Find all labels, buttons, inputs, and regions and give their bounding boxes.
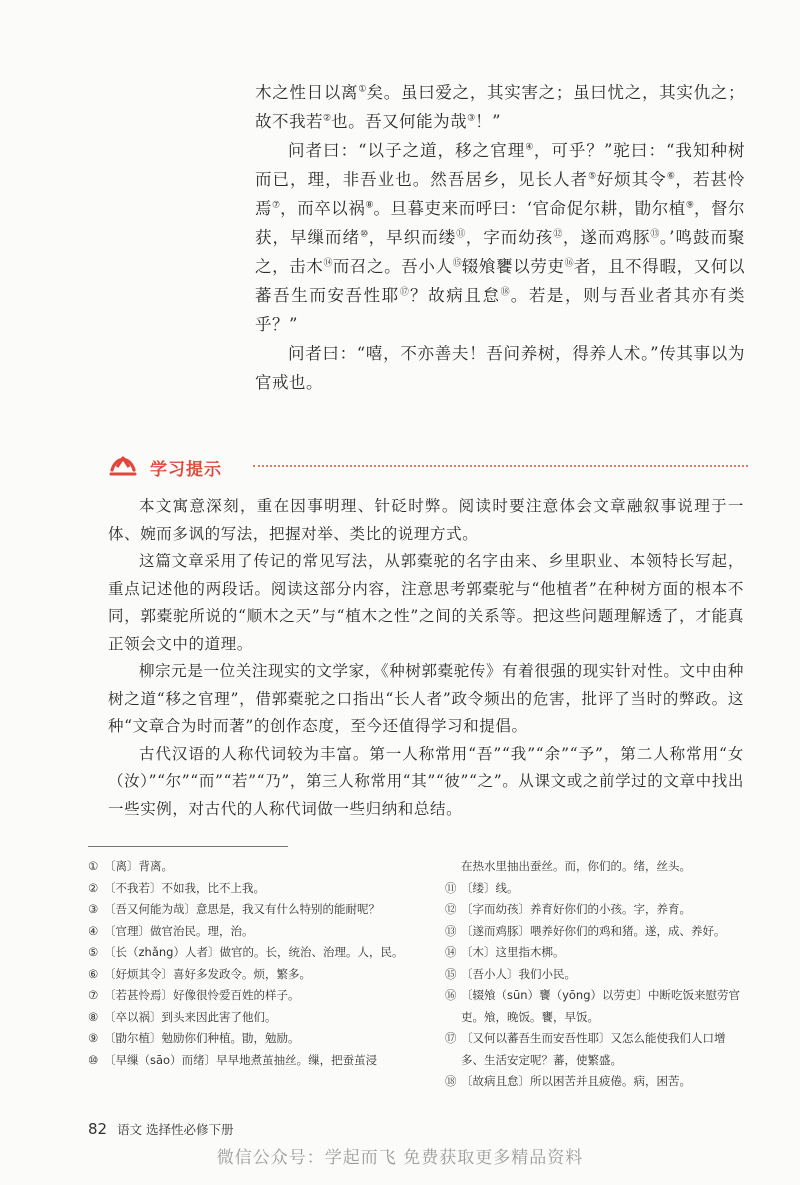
footnote-text: 〔卒以祸〕到头来因此害了他们。	[104, 1009, 277, 1024]
text-segment: ，遂而鸡豚	[562, 228, 651, 247]
text-segment: ？故病且怠	[410, 286, 501, 305]
footnote-text: 〔早缫（sāo）而绪〕早早地煮茧抽丝。缫，把蚕茧浸	[104, 1052, 378, 1067]
footnote-text: 〔好烦其令〕喜好多发政令。烦，繁多。	[104, 966, 311, 981]
footnote-text: 〔辍飧（sūn）饔（yōng）以劳吏〕中断吃饭来慰劳官吏。飧，晚饭。饔，早饭。	[461, 988, 740, 1024]
footnote-number: ⑱	[445, 1074, 457, 1088]
footnote-marker: ②	[323, 113, 332, 124]
footnote-number: ⑮	[445, 966, 457, 981]
text-paragraph	[255, 339, 745, 397]
tips-paragraph: 这篇文章采用了传记的常见写法，从郭橐驼的名字由来、乡里职业、本领特长写起，重点记述他的两段话。阅读这部分内容，注意思考郭橐驼与“他植者”在种树方面的根本不同，郭橐驼所说的“顺木之天”与“植木之性”之间的关系等。把这些问题理解透了，才能真正领会文中的道理。	[108, 552, 744, 653]
text-segment: 。旦暮吏来而呼曰：‘官命促尔耕，勖尔植	[373, 199, 686, 218]
footnote-text: 〔缕〕线。	[461, 880, 519, 895]
footnotes-right	[445, 856, 745, 1093]
study-tips-body	[108, 493, 744, 823]
text-segment: ，若甚怜焉	[255, 170, 746, 218]
footnote-marker: ③	[467, 113, 476, 124]
footnote-number: ⑬	[445, 923, 457, 938]
footnote-marker: ①	[358, 84, 367, 95]
footnote-marker: ⑧	[365, 200, 374, 211]
footnote-number: ⑰	[445, 1031, 457, 1045]
footnote	[88, 964, 418, 986]
text-segment: 问者曰：“以子之道，移之官理	[288, 141, 526, 160]
footnote-number: ⑯	[445, 988, 457, 1002]
text-segment: 辍飧饔以劳吏	[461, 257, 565, 276]
footnote-number: ⑥	[88, 966, 99, 981]
footnote-marker: ⑦	[272, 200, 281, 211]
footnote-number: ⑨	[88, 1031, 99, 1045]
footnote	[88, 985, 418, 1007]
footnote	[445, 921, 745, 943]
footnote	[88, 1028, 418, 1050]
footnote-marker: ⑯	[564, 258, 574, 269]
footnote	[88, 942, 418, 964]
footnote-text: 〔长（zhǎng）人者〕做官的。长，统治、治理。人，民。	[104, 945, 404, 959]
text-segment: 而召之。吾小人	[332, 257, 453, 276]
footnote-marker: ⑤	[588, 171, 597, 182]
footnote-number: ⑪	[445, 880, 457, 895]
text-segment: 木之性日以离	[255, 83, 359, 102]
footnotes-left	[88, 856, 418, 1071]
tips-paragraph: 柳宗元是一位关注现实的文学家，《种树郭橐驼传》有着很强的现实针对性。文中由种树之道“移之官理”，借郭橐驼之口指出“长人者”政令频出的危害，批评了当时的弊政。这种“文章合为时而著”的创作态度，至今还值得学习和提倡。	[108, 662, 744, 735]
footnote-marker: ⑫	[553, 229, 563, 240]
dotted-divider	[253, 465, 748, 467]
footnote-number: ⑩	[88, 1052, 99, 1067]
footnote	[445, 985, 745, 1028]
text-paragraph	[255, 136, 745, 339]
tips-paragraph: 古代汉语的人称代词较为丰富。第一人称常用“吾”“我”“余”“予”，第二人称常用“女（汝）”“尔”“而”“若”“乃”，第三人称常用“其”“彼”“之”。从课文或之前学过的文章中找出一些实例，对古代的人称代词做一些归纳和总结。	[108, 744, 744, 818]
footnote-text: 〔吾小人〕我们小民。	[461, 966, 576, 981]
footnote-text: 〔官理〕做官治民。理，治。	[104, 923, 254, 938]
footnote-number: ②	[88, 880, 99, 895]
footnote-text: 〔吾又何能为哉〕意思是，我又有什么特别的能耐呢？	[104, 902, 380, 916]
footnote	[445, 878, 745, 900]
footnote-number: ⑦	[88, 988, 99, 1002]
main-text	[255, 78, 745, 397]
text-segment: ，而卒以祸	[280, 199, 366, 218]
footnote-text: 〔故病且怠〕所以困苦并且疲倦。病，困苦。	[461, 1074, 691, 1088]
footnote	[445, 899, 745, 921]
footnote-marker: ⑭	[323, 258, 333, 269]
book-title: 语文 选择性必修下册	[117, 1122, 234, 1137]
footnote-text: 〔若甚怜焉〕好像很怜爱百姓的样子。	[104, 988, 300, 1002]
text-segment: 。’鸣鼓而聚之，击木	[255, 228, 745, 276]
footnote-number: ①	[88, 859, 99, 873]
footnote-number: ⑤	[88, 945, 99, 959]
footnote-marker: ⑬	[650, 229, 660, 240]
footnote-number: ④	[88, 923, 99, 938]
study-tips-header	[108, 452, 748, 480]
text-segment: ，字而幼孩	[465, 228, 554, 247]
footnote	[88, 1007, 418, 1029]
footnote-marker: ④	[525, 142, 534, 153]
page-footer	[88, 1120, 234, 1138]
footnote-continuation: 在热水里抽出蚕丝。而，你们的。绪，丝头。	[461, 859, 691, 873]
footnote-marker: ⑮	[452, 258, 462, 269]
footnote-number: ③	[88, 902, 99, 916]
footnote-text: 〔离〕背离。	[104, 859, 173, 873]
footnote	[88, 921, 418, 943]
text-segment: 也。吾又何能为哉	[331, 112, 468, 131]
footnote	[88, 856, 418, 878]
text-segment: 。若是，则与吾业者其亦有类乎？”	[255, 286, 746, 334]
text-segment: ！”	[475, 112, 502, 131]
study-tips-title: 学习提示	[150, 460, 222, 480]
footnote	[88, 899, 418, 921]
footnote-text: 〔又何以蕃吾生而安吾性耶〕又怎么能使我们人口增多、生活安定呢？蕃，使繁盛。	[461, 1031, 726, 1067]
text-segment: ，早织而缕	[368, 228, 457, 247]
footnote-rule	[88, 846, 288, 847]
text-segment: ，督尔获，早缫而绪	[255, 199, 746, 247]
footnote-marker: ⑩	[360, 229, 369, 240]
text-segment: ，可乎？”驼曰：“我知种树而已，理，非吾业也。然吾居乡，见长人者	[255, 141, 746, 189]
footnote-text: 〔勖尔植〕勉励你们种植。勖，勉励。	[104, 1031, 300, 1045]
footnote-marker: ⑱	[500, 287, 511, 298]
text-paragraph	[255, 78, 745, 136]
footnote-marker: ⑨	[685, 200, 694, 211]
footnote	[445, 942, 745, 964]
text-segment: 矣。虽曰爱之，其实害之；虽曰忧之，其实仇之；故不我若	[255, 83, 746, 131]
text-segment: 好烦其令	[596, 170, 667, 189]
footnote-number: ⑧	[88, 1009, 99, 1024]
footnote	[445, 964, 745, 986]
footnote-text: 〔遂而鸡豚〕喂养好你们的鸡和猪。遂，成、养好。	[461, 923, 726, 938]
footnote-marker: ⑥	[666, 171, 676, 182]
text-segment: 问者曰：“嘻，不亦善夫！吾问养树，得养人术。”传其事以为官戒也。	[255, 344, 745, 392]
footnote-text: 〔木〕这里指木梆。	[461, 945, 565, 959]
footnote	[88, 878, 418, 900]
footnote	[88, 1050, 418, 1072]
footnote-number: ⑭	[445, 945, 457, 959]
text-segment: 者，且不得暇，又何以蕃吾生而安吾性耶	[255, 257, 745, 305]
footnote-number: ⑫	[445, 902, 457, 916]
watermark: 微信公众号：学起而飞 免费获取更多精品资料	[216, 1148, 584, 1168]
study-tips-icon	[108, 452, 138, 480]
tips-paragraph: 本文寓意深刻，重在因事明理、针砭时弊。阅读时要注意体会文章融叙事说理于一体、婉而多讽的写法，把握对举、类比的说理方式。	[108, 497, 744, 543]
footnote-text: 〔不我若〕不如我，比不上我。	[104, 880, 265, 895]
footnote-marker: ⑰	[399, 287, 411, 298]
footnote	[445, 1071, 745, 1093]
footnote-marker: ⑪	[456, 229, 466, 240]
page-number: 82	[88, 1120, 108, 1138]
footnote-text: 〔字而幼孩〕养育好你们的小孩。字，养育。	[461, 902, 691, 916]
footnote	[445, 1028, 745, 1071]
